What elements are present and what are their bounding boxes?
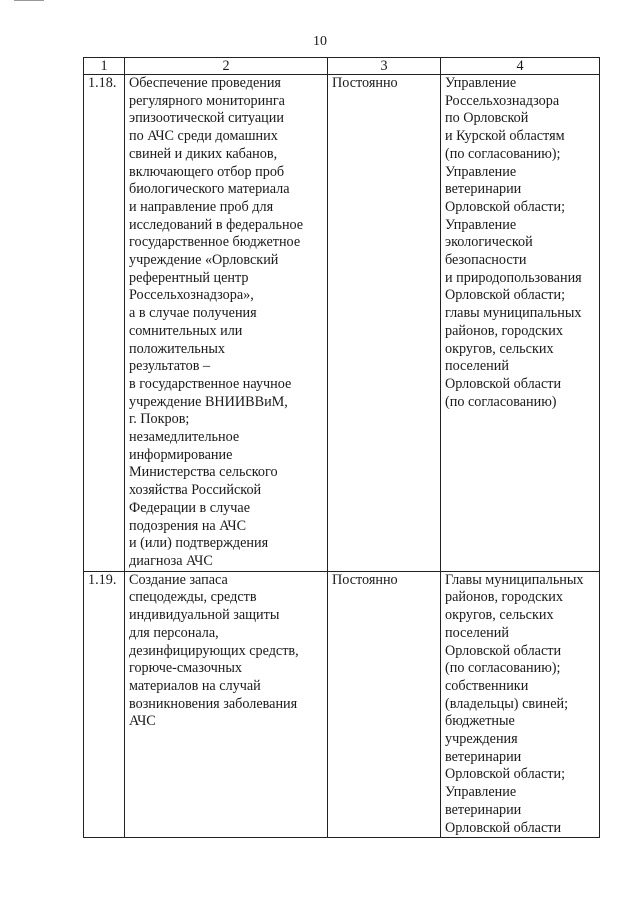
measure-description-line: учреждение ВНИИВВиМ, bbox=[129, 393, 288, 410]
measure-description-line: исследований в федеральное bbox=[129, 216, 304, 233]
measure-description-line: подозрения на АЧС bbox=[129, 517, 247, 534]
measure-description-line: по АЧС среди домашних bbox=[129, 128, 278, 145]
responsible-executors-line: округов, сельских bbox=[445, 607, 554, 624]
responsible-executors-line: Орловской области bbox=[445, 642, 562, 659]
measure-description-line: спецодежды, средств bbox=[129, 589, 257, 606]
table-row bbox=[84, 571, 600, 838]
measure-description-line: Министерства сельского bbox=[129, 464, 278, 481]
measure-description-line: индивидуальной защиты bbox=[129, 607, 280, 624]
responsible-executors-line: округов, сельских bbox=[445, 340, 554, 357]
responsible-executors-line: (по согласованию) bbox=[445, 393, 557, 410]
responsible-executors-line: Орловской области; bbox=[445, 287, 566, 304]
responsible-executors-line: ветеринарии bbox=[445, 801, 522, 818]
measure-description bbox=[125, 571, 328, 838]
responsible-executors-line: районов, городских bbox=[445, 589, 563, 606]
measure-description-line: возникновения заболевания bbox=[129, 695, 298, 712]
responsible-executors-line: Управление bbox=[445, 216, 517, 233]
responsible-executors-line: экологической bbox=[445, 234, 533, 251]
measure-description-line: хозяйства Российской bbox=[129, 482, 262, 499]
scan-artifact bbox=[14, 0, 44, 4]
responsible-executors-line: (по согласованию); bbox=[445, 145, 561, 162]
measure-description-line: регулярного мониторинга bbox=[129, 92, 285, 109]
table-row bbox=[84, 75, 600, 572]
responsible-executors-line: (владельцы) свиней; bbox=[445, 695, 569, 712]
responsible-executors-line: Орловской области bbox=[445, 819, 562, 836]
measure-description-line: биологического материала bbox=[129, 181, 290, 198]
measure-description-line: учреждение «Орловский bbox=[129, 252, 279, 269]
measure-description-line: и направление проб для bbox=[129, 198, 274, 215]
responsible-executors-line: районов, городских bbox=[445, 322, 563, 339]
measure-description-line: горюче-смазочных bbox=[129, 660, 242, 677]
responsible-executors-line: Управление bbox=[445, 784, 517, 801]
responsible-executors bbox=[441, 571, 600, 838]
responsible-executors-line: Россельхознадзора bbox=[445, 92, 560, 109]
responsible-executors-line: и Курской областям bbox=[445, 128, 565, 145]
row-number: 1.18. bbox=[84, 75, 125, 572]
measure-description-line: сомнительных или bbox=[129, 322, 243, 339]
responsible-executors-line: безопасности bbox=[445, 252, 527, 269]
column-header-term: 3 bbox=[328, 58, 441, 75]
measure-description-line: в государственное научное bbox=[129, 375, 292, 392]
measure-description-line: эпизоотической ситуации bbox=[129, 110, 284, 127]
row-number: 1.19. bbox=[84, 571, 125, 838]
responsible-executors-line: ветеринарии bbox=[445, 181, 522, 198]
measure-description-line: диагноза АЧС bbox=[129, 552, 213, 569]
responsible-executors-line: Управление bbox=[445, 75, 517, 91]
responsible-executors-line: ветеринарии bbox=[445, 748, 522, 765]
column-header-measure: 2 bbox=[125, 58, 328, 75]
responsible-executors-line: по Орловской bbox=[445, 110, 529, 127]
measure-description-line: а в случае получения bbox=[129, 305, 257, 322]
measure-description-line: Создание запаса bbox=[129, 571, 228, 588]
measure-description-line: включающего отбор проб bbox=[129, 163, 285, 180]
measure-description-line: дезинфицирующих средств, bbox=[129, 642, 299, 659]
responsible-executors-line: главы муниципальных bbox=[445, 305, 582, 322]
execution-term: Постоянно bbox=[328, 571, 441, 838]
execution-term: Постоянно bbox=[328, 75, 441, 572]
responsible-executors-line: Главы муниципальных bbox=[445, 571, 584, 588]
measure-description-line: Россельхознадзора», bbox=[129, 287, 254, 304]
table-header-row bbox=[84, 58, 600, 75]
measure-description-line: Федерации в случае bbox=[129, 499, 250, 516]
responsible-executors bbox=[441, 75, 600, 572]
measure-description-line: материалов на случай bbox=[129, 677, 261, 694]
column-header-number: 1 bbox=[84, 58, 125, 75]
measure-description-line: и (или) подтверждения bbox=[129, 535, 269, 552]
measure-description-line: АЧС bbox=[129, 713, 156, 730]
page-number: 10 bbox=[313, 34, 327, 49]
measure-description bbox=[125, 75, 328, 572]
measure-description-line: г. Покров; bbox=[129, 411, 190, 428]
responsible-executors-line: бюджетные bbox=[445, 713, 515, 730]
measure-description-line: для персонала, bbox=[129, 624, 219, 641]
responsible-executors-line: (по согласованию); bbox=[445, 660, 561, 677]
measure-description-line: положительных bbox=[129, 340, 225, 357]
responsible-executors-line: собственники bbox=[445, 677, 529, 694]
measure-description-line: результатов – bbox=[129, 358, 211, 375]
measure-description-line: информирование bbox=[129, 446, 233, 463]
measure-description-line: государственное бюджетное bbox=[129, 234, 301, 251]
responsible-executors-line: Орловской области; bbox=[445, 766, 566, 783]
measure-description-line: свиней и диких кабанов, bbox=[129, 145, 278, 162]
measure-description-line: незамедлительное bbox=[129, 429, 240, 446]
responsible-executors-line: и природопользования bbox=[445, 269, 582, 286]
responsible-executors-line: Орловской области bbox=[445, 375, 562, 392]
responsible-executors-line: Орловской области; bbox=[445, 198, 566, 215]
measure-description-line: референтный центр bbox=[129, 269, 249, 286]
measures-table bbox=[83, 57, 600, 838]
column-header-responsible: 4 bbox=[441, 58, 600, 75]
responsible-executors-line: Управление bbox=[445, 163, 517, 180]
responsible-executors-line: учреждения bbox=[445, 731, 518, 748]
responsible-executors-line: поселений bbox=[445, 358, 509, 375]
responsible-executors-line: поселений bbox=[445, 624, 509, 641]
measure-description-line: Обеспечение проведения bbox=[129, 75, 281, 91]
